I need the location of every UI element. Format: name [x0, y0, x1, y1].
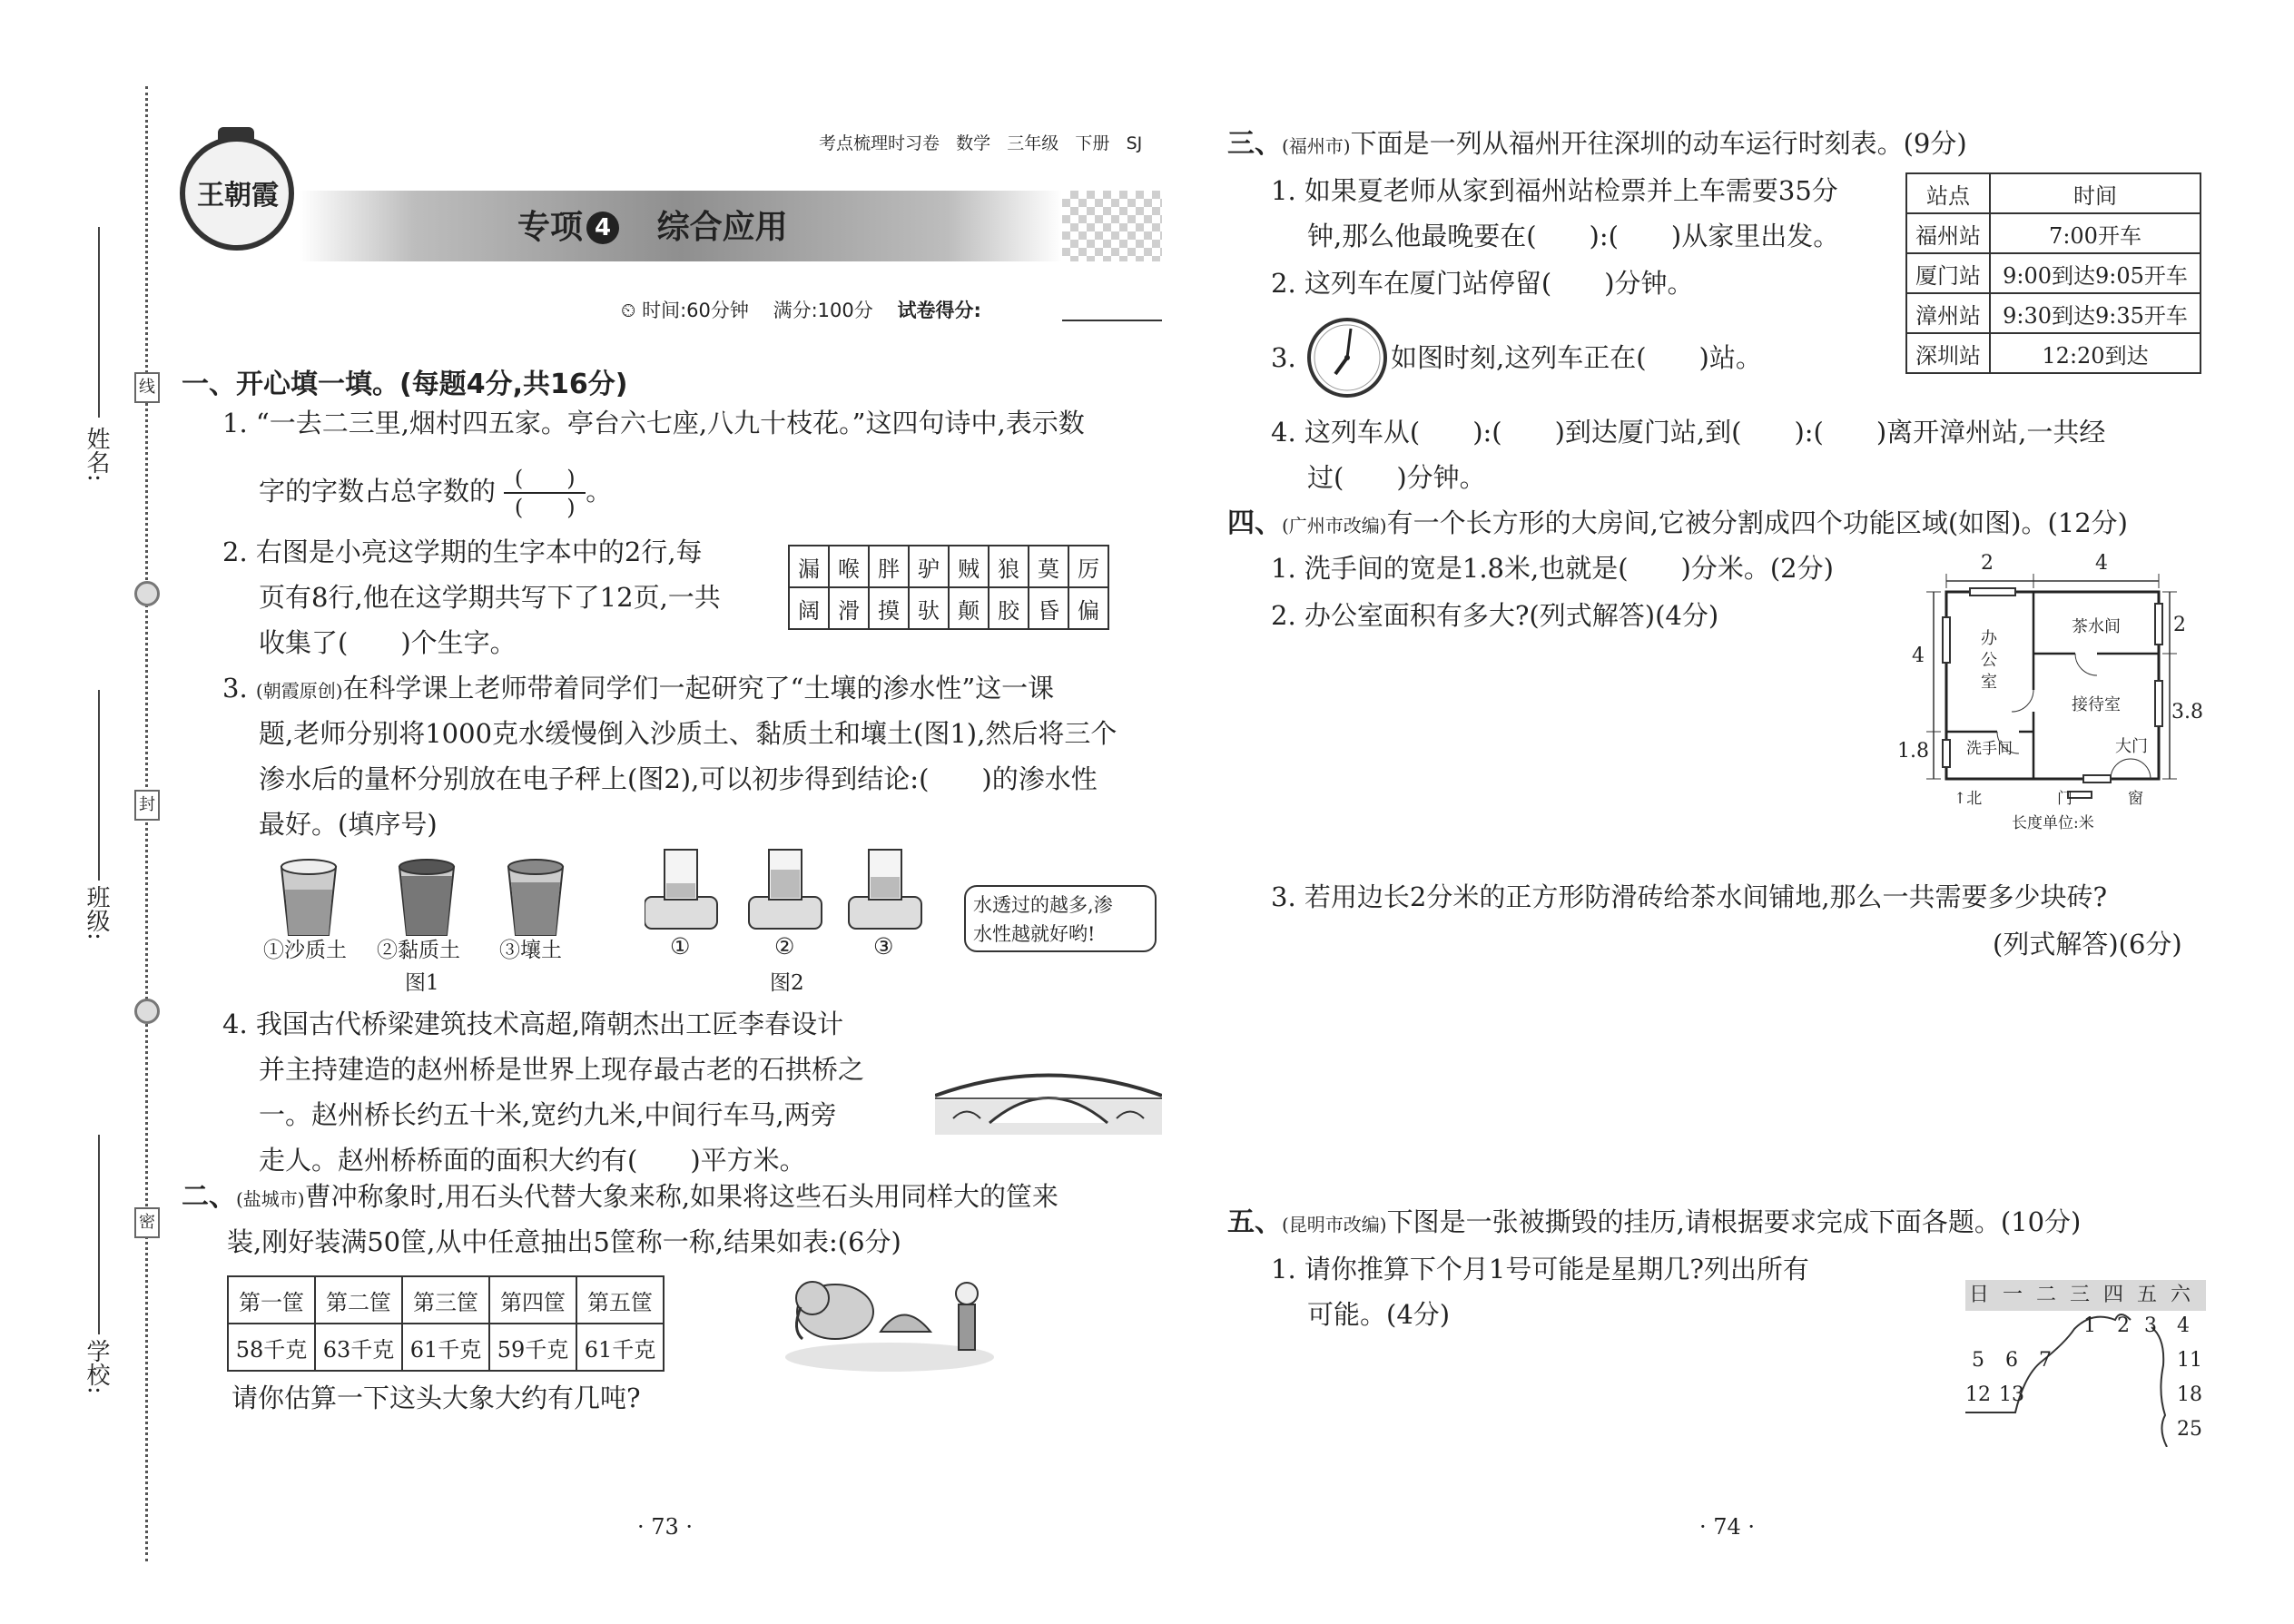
- r3-q1-line1: 1. 如果夏老师从家到福州站检票并上车需要35分: [1271, 175, 1838, 206]
- logo-text: 王朝霞: [197, 180, 279, 212]
- timetable-row: [1906, 333, 2200, 373]
- q2-line3: 收集了( )个生字。: [259, 627, 517, 658]
- office-char: 室: [1981, 673, 1997, 692]
- scale-icon: [645, 850, 717, 929]
- section-4-source: (广州市改编): [1282, 515, 1387, 536]
- char-cell: 漏: [789, 546, 829, 587]
- section-2-source: (盐城市): [236, 1188, 305, 1210]
- char-cell: 昏: [1029, 587, 1068, 629]
- section-5-prefix: 五、: [1227, 1206, 1282, 1238]
- q3-line2: 题,老师分别将1000克水缓慢倒入沙质土、黏质土和壤土(图1),然后将三个: [259, 718, 1117, 749]
- section-3-prefix: 三、: [1227, 128, 1282, 160]
- cup-label: ③壤土: [499, 939, 562, 962]
- score-label: 试卷得分:: [897, 300, 981, 321]
- series-name: 考点梳理时习卷: [819, 133, 940, 153]
- cup-loam-icon: [508, 860, 563, 935]
- char-row-2: [789, 587, 1108, 629]
- timetable-time: 7:00开车: [1990, 213, 2200, 253]
- q1-text: 字的字数占总字数的: [259, 476, 497, 507]
- section-4-text: 有一个长方形的大房间,它被分割成四个功能区域(如图)。(12分): [1386, 507, 2128, 538]
- section-2-line2: 装,刚好装满50筐,从中任意抽出5筐称一称,结果如表:(6分): [227, 1226, 901, 1257]
- q3-text: 在科学课上老师带着同学们一起研究了“土壤的渗水性”这一课: [342, 673, 1055, 704]
- section-1-title: 一、开心填一填。(每题4分,共16分): [182, 369, 628, 400]
- basket-value: 58千克: [228, 1324, 315, 1371]
- plan-gate-label: 大门: [2115, 737, 2148, 756]
- timetable-header-row: [1906, 173, 2200, 213]
- logo-emblem: [180, 136, 294, 251]
- calendar-day: 13: [1999, 1383, 2024, 1406]
- q1-period: 。: [586, 476, 613, 507]
- cup-label: ①沙质土: [263, 939, 347, 962]
- timetable-time: 12:20到达: [1990, 333, 2200, 373]
- r4-q3-line2: (列式解答)(6分): [1993, 929, 2182, 960]
- school-blank[interactable]: [98, 1135, 100, 1334]
- calendar-day: 12: [1965, 1383, 1991, 1406]
- char-cell: 摸: [869, 587, 909, 629]
- char-cell: 莫: [1029, 546, 1068, 587]
- r4-q3-line1: 3. 若用边长2分米的正方形防滑砖给茶水间铺地,那么一共需要多少块砖?: [1271, 881, 2108, 912]
- timetable-row: [1906, 293, 2200, 333]
- header-checker: [1062, 191, 1162, 261]
- name-label: 姓名:: [83, 427, 110, 482]
- timetable-header: 时间: [1990, 173, 2200, 213]
- timetable-station: 厦门站: [1906, 253, 1990, 293]
- timetable-time: 9:00到达9:05开车: [1990, 253, 2200, 293]
- timetable-station: 漳州站: [1906, 293, 1990, 333]
- weekday: 四: [2103, 1284, 2124, 1306]
- plan-dim-top-left: 2: [1981, 552, 1994, 575]
- plan-reception-label: 接待室: [2072, 695, 2121, 714]
- train-timetable: [1905, 172, 2201, 374]
- char-cell: 厉: [1068, 546, 1108, 587]
- plan-window-label: 窗: [2128, 790, 2143, 808]
- calendar-day: 18: [2177, 1383, 2202, 1406]
- basket-header: 第四筐: [489, 1276, 576, 1324]
- char-row-1: [789, 546, 1108, 587]
- weekday: 三: [2070, 1284, 2091, 1306]
- scale-icon: [749, 850, 822, 929]
- hint-line-1: 水透过的越多,渗: [973, 894, 1113, 916]
- q2-line1: 2. 右图是小亮这学期的生字本中的2行,每: [222, 536, 703, 567]
- plan-office-label: [1981, 628, 1997, 694]
- page-title: [517, 202, 788, 248]
- char-cell: 滑: [829, 587, 869, 629]
- char-cell: 驮: [909, 587, 949, 629]
- q3-line1: [222, 670, 1054, 709]
- binding-mark-feng: 封: [134, 790, 160, 821]
- char-cell: 贼: [949, 546, 989, 587]
- volume: 下册: [1075, 133, 1110, 153]
- hint-bubble: [964, 885, 1157, 952]
- basket-value: 63千克: [315, 1324, 402, 1371]
- plan-north-label: ↑北: [1954, 790, 1983, 808]
- char-cell: 阔: [789, 587, 829, 629]
- class-blank[interactable]: [98, 690, 100, 881]
- q3-line4: 最好。(填序号): [259, 809, 438, 840]
- binding-hole-icon: [134, 581, 160, 606]
- q3-line3: 渗水后的量杯分别放在电子秤上(图2),可以初步得到结论:( )的渗水性: [259, 763, 1098, 794]
- topic-title: 综合应用: [656, 209, 788, 246]
- calendar-day: 5: [1972, 1349, 1984, 1372]
- office-char: 办: [1981, 629, 1997, 648]
- logo-crown-icon: [218, 127, 254, 140]
- figure-1-caption: 图1: [405, 971, 439, 995]
- clock-icon: ⏲: [621, 300, 636, 321]
- binding-mark-mi: 密: [134, 1207, 160, 1238]
- timetable-header: 站点: [1906, 173, 1990, 213]
- topic-prefix: 专项: [517, 209, 584, 246]
- basket-value: 61千克: [402, 1324, 489, 1371]
- scales-illustration: [645, 842, 935, 933]
- cup-label: ②黏质土: [377, 939, 460, 962]
- exam-info: [621, 296, 981, 323]
- binding-dotted-line: [145, 86, 148, 1561]
- name-blank[interactable]: [98, 227, 100, 418]
- full-score: 满分:100分: [773, 300, 873, 321]
- soil-cups-illustration: [272, 853, 581, 940]
- calendar-day: 11: [2177, 1349, 2202, 1372]
- timetable-row: [1906, 253, 2200, 293]
- office-char: 公: [1981, 651, 1997, 670]
- calendar-day: 1: [2083, 1314, 2096, 1337]
- q1-line1: 1. “一去二三里,烟村四五家。亭台六七座,八九十枝花。”这四句诗中,表示数: [222, 408, 1085, 438]
- score-blank[interactable]: [1062, 320, 1162, 321]
- char-cell: 喉: [829, 546, 869, 587]
- r5-q1-line2: 可能。(4分): [1307, 1299, 1451, 1330]
- timetable-row: [1906, 213, 2200, 253]
- weekday: 五: [2137, 1284, 2158, 1306]
- timetable-station: 福州站: [1906, 213, 1990, 253]
- plan-door-label: 门: [2057, 790, 2072, 808]
- q4-line3: 一。赵州桥长约五十米,宽约九米,中间行车马,两旁: [259, 1099, 837, 1130]
- r4-q2: 2. 办公室面积有多大?(列式解答)(4分): [1271, 600, 1719, 631]
- hint-line-2: 水性越就好哟!: [973, 923, 1096, 945]
- plan-dim-top-right: 4: [2095, 552, 2108, 575]
- plan-dim-right-bottom: 3.8: [2171, 701, 2203, 723]
- q4-line1: 4. 我国古代桥梁建筑技术高超,隋朝杰出工匠李春设计: [222, 1009, 844, 1039]
- calendar-day: 25: [2177, 1418, 2202, 1441]
- q4-line4: 走人。赵州桥桥面的面积大约有( )平方米。: [259, 1145, 806, 1176]
- r3-q1-line2: 钟,那么他最晚要在( ):( )从家里出发。: [1307, 221, 1840, 251]
- basket-weight-table: [227, 1275, 665, 1372]
- binding-hole-icon: [134, 999, 160, 1024]
- basket-header: 第二筐: [315, 1276, 402, 1324]
- calendar-day: 2: [2117, 1314, 2130, 1337]
- scale-label: ②: [774, 933, 795, 960]
- plan-dim-left-bottom: 1.8: [1897, 740, 1929, 763]
- basket-header: 第五筐: [576, 1276, 664, 1324]
- q1-line2: [259, 465, 612, 521]
- page-number-right: · 74 ·: [1699, 1514, 1756, 1540]
- figure-2-caption: 图2: [770, 971, 804, 995]
- timetable-station: 深圳站: [1906, 333, 1990, 373]
- q4-line2: 并主持建造的赵州桥是世界上现存最古老的石拱桥之: [259, 1054, 865, 1085]
- q3-source: (朝霞原创): [255, 680, 343, 702]
- r3-q4-line1: 4. 这列车从( ):( )到达厦门站,到( ):( )离开漳州站,一共经: [1271, 417, 2106, 448]
- cup-clay-icon: [399, 860, 454, 935]
- basket-header: 第三筐: [402, 1276, 489, 1324]
- weekday: 一: [2003, 1284, 2023, 1306]
- section-2-text: 曹冲称象时,用石头代替大象来称,如果将这些石头用同样大的筐来: [304, 1181, 1059, 1212]
- r3-q2: 2. 这列车在厦门站停留( )分钟。: [1271, 268, 1694, 299]
- weekday: 六: [2171, 1284, 2191, 1306]
- r5-q1-line1: 1. 请你推算下个月1号可能是星期几?列出所有: [1271, 1254, 1809, 1284]
- r3-q3-text: 如图时刻,这列车正在( )站。: [1391, 342, 1762, 373]
- timetable-time: 9:30到达9:35开车: [1990, 293, 2200, 333]
- section-5-title: [1227, 1204, 2081, 1243]
- subject: 数学: [956, 133, 991, 153]
- cup-sandy-icon: [281, 860, 336, 935]
- plan-dim-left-top: 4: [1912, 645, 1925, 667]
- character-grid: [788, 545, 1109, 630]
- section-4-prefix: 四、: [1227, 507, 1282, 539]
- section-2-prefix: 二、: [182, 1181, 236, 1213]
- calendar-day: 3: [2144, 1314, 2157, 1337]
- scale-label: ③: [873, 933, 894, 960]
- weekday: 二: [2036, 1284, 2057, 1306]
- plan-tea-room-label: 茶水间: [2072, 617, 2121, 636]
- calendar-day: 6: [2005, 1349, 2018, 1372]
- topic-number: 4: [586, 212, 619, 244]
- char-cell: 胖: [869, 546, 909, 587]
- q1-fraction-blank[interactable]: ( ) ( ): [504, 465, 586, 521]
- char-cell: 偏: [1068, 587, 1108, 629]
- basket-header-row: [228, 1276, 664, 1324]
- header-meta: [819, 130, 1142, 154]
- section-5-text: 下图是一张被撕毁的挂历,请根据要求完成下面各题。(10分): [1386, 1206, 2082, 1237]
- char-cell: 狼: [989, 546, 1029, 587]
- q3-number: 3.: [222, 673, 256, 704]
- plan-unit-label: 长度单位:米: [2012, 814, 2094, 832]
- section-5-source: (昆明市改编): [1282, 1214, 1387, 1235]
- section-4-title: [1227, 505, 2128, 544]
- cao-chong-elephant-illustration: [781, 1266, 999, 1375]
- r4-q1: 1. 洗手间的宽是1.8米,也就是( )分米。(2分): [1271, 553, 1834, 584]
- section-3-source: (福州市): [1282, 135, 1351, 157]
- binding-mark-xian: 线: [134, 372, 160, 403]
- edition: SJ: [1126, 133, 1143, 153]
- plan-washroom-label: 洗手间: [1966, 740, 2013, 758]
- school-label: 学校:: [83, 1339, 110, 1394]
- q2-line2: 页有8行,他在这学期共写下了12页,一共: [259, 582, 721, 613]
- class-label: 班级:: [83, 885, 110, 940]
- weekday: 日: [1969, 1284, 1990, 1306]
- basket-value: 59千克: [489, 1324, 576, 1371]
- calendar-day: 7: [2039, 1349, 2052, 1372]
- basket-value: 61千克: [576, 1324, 664, 1371]
- clock-face-icon: [1305, 316, 1389, 399]
- section-3-title: [1227, 125, 1967, 164]
- char-cell: 颠: [949, 587, 989, 629]
- section-3-text: 下面是一列从福州开往深圳的动车运行时刻表。(9分): [1350, 128, 1967, 159]
- plan-dim-right-top: 2: [2173, 614, 2186, 636]
- basket-value-row: [228, 1324, 664, 1371]
- char-cell: 驴: [909, 546, 949, 587]
- section-2-title: [182, 1178, 1058, 1217]
- grade: 三年级: [1007, 133, 1059, 153]
- r3-q3-number: 3.: [1271, 342, 1296, 373]
- char-cell: 胶: [989, 587, 1029, 629]
- time-limit: 时间:60分钟: [642, 300, 749, 321]
- basket-header: 第一筐: [228, 1276, 315, 1324]
- calendar-day: 4: [2177, 1314, 2190, 1337]
- section-2-question: 请你估算一下这头大象大约有几吨?: [231, 1383, 641, 1413]
- zhaozhou-bridge-illustration: [935, 1055, 1162, 1137]
- calendar-weekday-bar: [1965, 1280, 2206, 1311]
- scale-label: ①: [670, 933, 691, 960]
- r3-q4-line2: 过( )分钟。: [1307, 462, 1486, 493]
- page-number-left: · 73 ·: [637, 1514, 694, 1540]
- scale-icon: [849, 850, 921, 929]
